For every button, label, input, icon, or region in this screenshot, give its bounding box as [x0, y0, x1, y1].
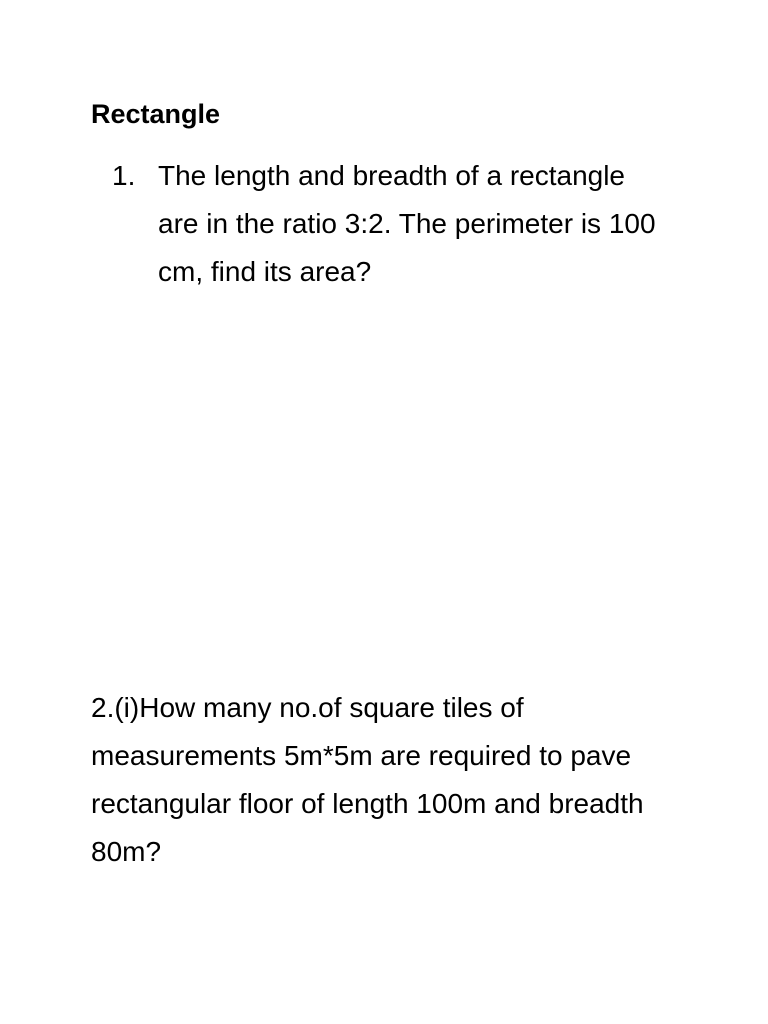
question-1-number: 1. [112, 160, 136, 191]
question-1-text: The length and breadth of a rectangle are in the ratio 3:2. The perimeter is 100 cm, find its area? [158, 160, 656, 287]
section-heading: Rectangle [91, 99, 221, 129]
question-2-text: 2.(i)How many no.of square tiles of measurements 5m*5m are required to pave rectangular floor of length 100m and breadth 80m? [91, 692, 644, 867]
